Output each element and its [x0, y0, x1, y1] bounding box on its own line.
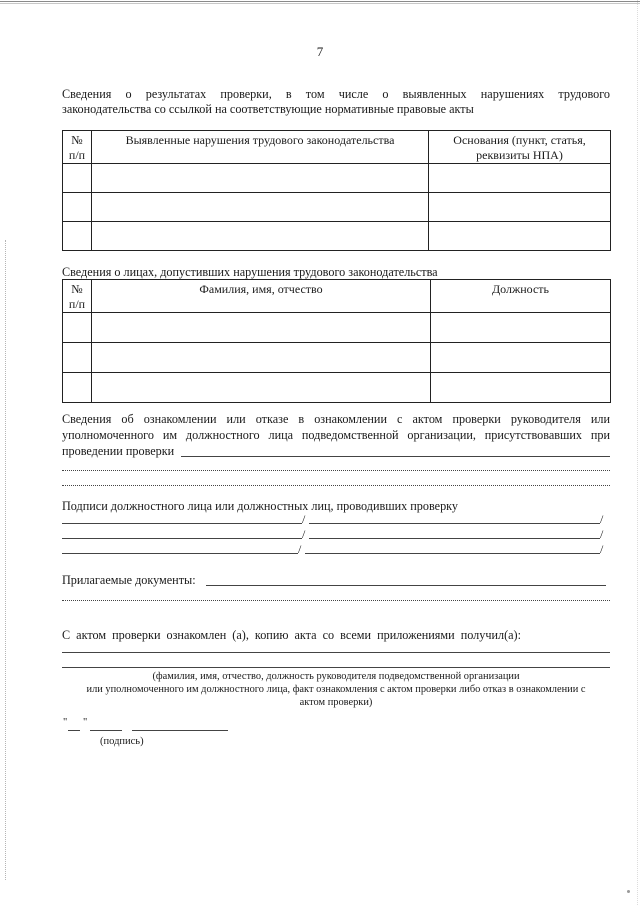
violations-table-header — [63, 131, 611, 164]
signature-sign-line[interactable] — [305, 553, 600, 554]
table-cell[interactable] — [92, 164, 429, 193]
persons-table — [62, 279, 611, 403]
table-cell[interactable] — [63, 373, 92, 403]
results-heading-line1: Сведения о результатах проверки, в том числе о выявленных нарушениях трудового — [62, 87, 610, 101]
date-month-line[interactable] — [90, 730, 122, 731]
signature-caption: (подпись) — [100, 736, 144, 747]
table-cell[interactable] — [92, 193, 429, 222]
table-cell[interactable] — [429, 193, 611, 222]
table-cell[interactable] — [429, 222, 611, 251]
page-number: 7 — [316, 44, 324, 59]
table-cell[interactable] — [92, 373, 431, 403]
table-row — [63, 373, 611, 403]
signature-name-line[interactable] — [62, 553, 298, 554]
table-cell[interactable] — [92, 222, 429, 251]
violations-table — [62, 130, 611, 251]
persons-col-name: Фамилия, имя, отчество — [92, 280, 431, 313]
table-row — [63, 164, 611, 193]
signature-sign-line[interactable] — [309, 538, 600, 539]
violations-col-basis: Основания (пункт, статья, реквизиты НПА) — [429, 131, 611, 164]
date-quote-open: " — [63, 717, 68, 728]
table-cell[interactable] — [92, 313, 431, 343]
scan-top-edge — [0, 0, 640, 5]
persons-col-position: Должность — [431, 280, 611, 313]
table-row — [63, 222, 611, 251]
signature-name-line[interactable] — [62, 538, 302, 539]
persons-heading: Сведения о лицах, допустивших нарушения трудового законодательства — [62, 265, 438, 279]
attachments-fill-line[interactable] — [206, 585, 606, 586]
signature-separator: / — [302, 512, 306, 526]
signature-name-line[interactable] — [62, 523, 302, 524]
received-fill-line[interactable] — [62, 652, 610, 653]
table-cell[interactable] — [429, 164, 611, 193]
attachments-label: Прилагаемые документы: — [62, 573, 196, 587]
scan-left-edge — [5, 240, 6, 880]
scan-speck — [627, 890, 630, 893]
table-cell[interactable] — [63, 164, 92, 193]
table-cell[interactable] — [63, 193, 92, 222]
scan-right-edge — [637, 0, 638, 905]
date-quote-close: " — [83, 717, 88, 728]
signature-separator: / — [298, 542, 302, 556]
results-heading-line2: законодательства со ссылкой на соответствующие нормативные правовые акты — [62, 102, 474, 116]
date-day-line[interactable] — [68, 730, 80, 731]
received-statement: С актом проверки ознакомлен (а), копию акта со всеми приложениями получил(а): — [62, 628, 521, 642]
signature-separator: / — [302, 527, 306, 541]
acquaintance-line2: уполномоченного им должностного лица подведомственной организации, присутствовавших при — [62, 428, 610, 442]
signature-separator: / — [600, 542, 604, 556]
violations-col-violation: Выявленные нарушения трудового законодательства — [92, 131, 429, 164]
table-row — [63, 343, 611, 373]
table-cell[interactable] — [92, 343, 431, 373]
signature-line[interactable] — [132, 730, 228, 731]
table-cell[interactable] — [63, 343, 92, 373]
received-caption-line3: актом проверки) — [299, 697, 373, 708]
signature-separator: / — [600, 512, 604, 526]
table-row — [63, 313, 611, 343]
received-caption-line1: (фамилия, имя, отчество, должность руководителя подведомственной организации — [152, 671, 520, 682]
acquaintance-line3: проведении проверки — [62, 444, 175, 458]
table-cell[interactable] — [63, 222, 92, 251]
signature-sign-line[interactable] — [309, 523, 600, 524]
acquaintance-fill-line[interactable] — [181, 456, 610, 457]
acquaintance-fill-line[interactable] — [62, 470, 610, 471]
persons-col-number: № п/п — [63, 280, 92, 313]
acquaintance-fill-line[interactable] — [62, 485, 610, 486]
violations-col-number: № п/п — [63, 131, 92, 164]
acquaintance-line1: Сведения об ознакомлении или отказе в ознакомлении с актом проверки руководителя или — [62, 412, 610, 426]
persons-table-header — [63, 280, 611, 313]
received-fill-line[interactable] — [62, 667, 610, 668]
table-cell[interactable] — [431, 373, 611, 403]
table-cell[interactable] — [63, 313, 92, 343]
table-row — [63, 193, 611, 222]
table-cell[interactable] — [431, 343, 611, 373]
received-caption-line2: или уполномоченного им должностного лица, факт ознакомления с актом проверки либо отказ в ознакомлении с — [86, 684, 586, 695]
table-cell[interactable] — [431, 313, 611, 343]
signature-separator: / — [600, 527, 604, 541]
signatures-heading: Подписи должностного лица или должностных лиц, проводивших проверку — [62, 499, 459, 513]
attachments-fill-line[interactable] — [62, 600, 610, 601]
